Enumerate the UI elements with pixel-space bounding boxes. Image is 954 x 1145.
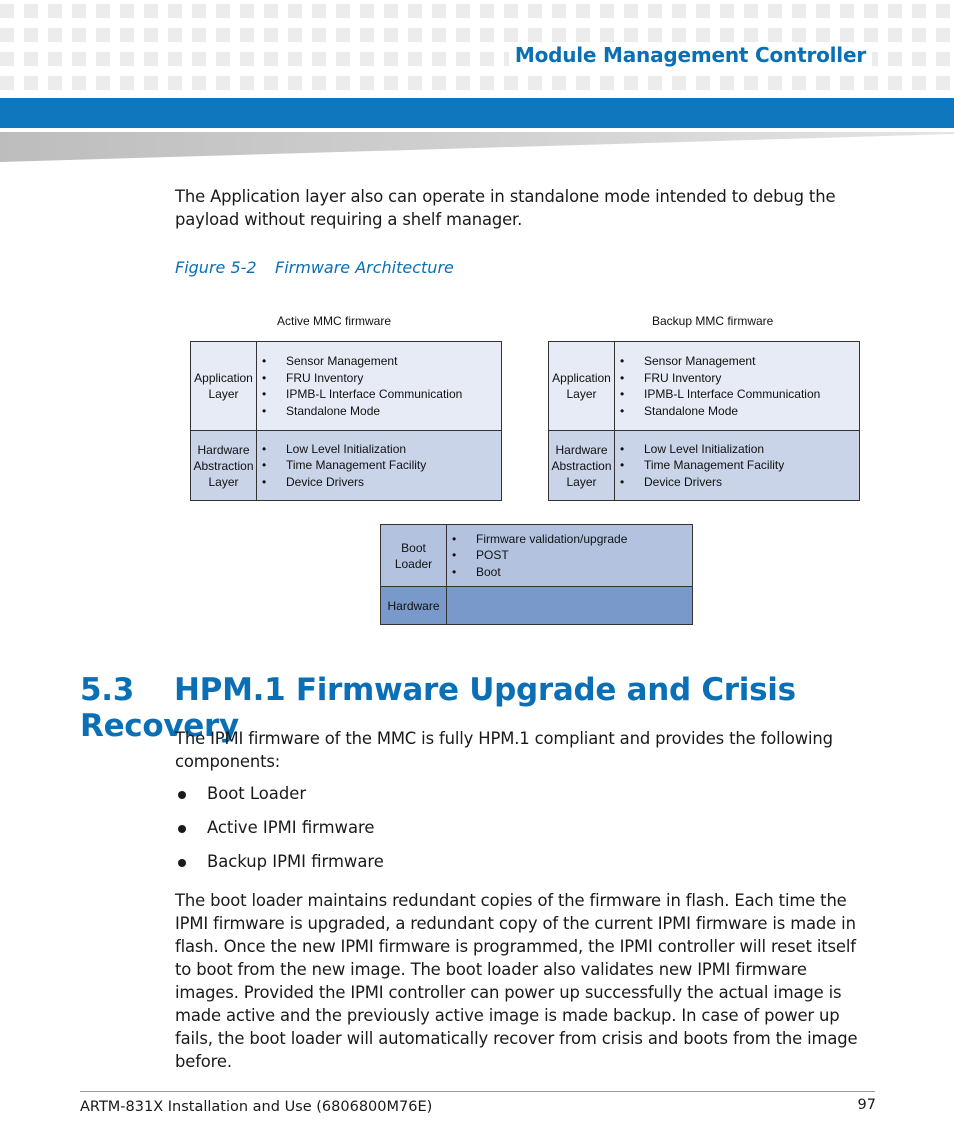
pattern-square (360, 52, 374, 66)
pattern-square (216, 28, 230, 42)
pattern-square (240, 28, 254, 42)
boot-loader-label: Boot Loader (381, 525, 447, 586)
pattern-square (120, 4, 134, 18)
pattern-square (888, 76, 902, 90)
pattern-square (96, 4, 110, 18)
list-item: • Standalone Mode (616, 403, 859, 420)
pattern-square (816, 28, 830, 42)
hal-label: Hardware Abstraction Layer (549, 431, 615, 500)
pattern-square (672, 76, 686, 90)
pattern-square (24, 28, 38, 42)
pattern-square (936, 76, 950, 90)
pattern-square (696, 76, 710, 90)
pattern-square (600, 4, 614, 18)
pattern-square (480, 4, 494, 18)
section-title: HPM.1 Firmware Upgrade and Crisis Recovery (80, 672, 796, 744)
header-gray-wedge (0, 128, 954, 164)
pattern-square (312, 4, 326, 18)
pattern-square (288, 28, 302, 42)
pattern-square (0, 52, 14, 66)
pattern-square (720, 76, 734, 90)
pattern-square (360, 28, 374, 42)
pattern-square (576, 4, 590, 18)
pattern-square (624, 4, 638, 18)
pattern-square (264, 4, 278, 18)
pattern-square (480, 52, 494, 66)
pattern-square (408, 28, 422, 42)
pattern-square (696, 28, 710, 42)
list-item: • Firmware validation/upgrade (448, 531, 692, 548)
pattern-square (408, 76, 422, 90)
hardware-label: Hardware (381, 587, 447, 624)
pattern-square (336, 4, 350, 18)
active-firmware-box (190, 341, 502, 501)
pattern-square (816, 4, 830, 18)
list-item: • IPMB-L Interface Communication (616, 386, 859, 403)
list-item: • FRU Inventory (616, 370, 859, 387)
pattern-square (504, 76, 518, 90)
list-item: Backup IPMI firmware (175, 851, 384, 885)
pattern-square (288, 4, 302, 18)
pattern-square (240, 4, 254, 18)
pattern-square (312, 76, 326, 90)
list-item: • Low Level Initialization (616, 441, 859, 458)
pattern-square (360, 76, 374, 90)
pattern-square (480, 28, 494, 42)
pattern-square (336, 28, 350, 42)
pattern-square (72, 28, 86, 42)
pattern-square (96, 52, 110, 66)
pattern-square (624, 76, 638, 90)
pattern-square (288, 76, 302, 90)
active-hal-layer (191, 431, 501, 500)
backup-firmware-label: Backup MMC firmware (652, 314, 774, 328)
pattern-square (48, 4, 62, 18)
pattern-square (336, 76, 350, 90)
pattern-square (624, 28, 638, 42)
pattern-square (528, 76, 542, 90)
pattern-square (408, 4, 422, 18)
list-item: • Sensor Management (616, 353, 859, 370)
pattern-square (912, 4, 926, 18)
pattern-square (720, 28, 734, 42)
pattern-square (264, 52, 278, 66)
pattern-square (0, 28, 14, 42)
backup-hal-layer (549, 431, 859, 500)
pattern-square (120, 52, 134, 66)
pattern-square (720, 4, 734, 18)
pattern-square (552, 76, 566, 90)
pattern-square (456, 52, 470, 66)
pattern-square (528, 28, 542, 42)
pattern-square (648, 4, 662, 18)
list-item: • Time Management Facility (258, 457, 501, 474)
pattern-square (96, 28, 110, 42)
footer-doc-title: ARTM-831X Installation and Use (6806800M76E) (80, 1099, 433, 1115)
pattern-square (48, 76, 62, 90)
pattern-square (192, 52, 206, 66)
list-item: • POST (448, 547, 692, 564)
pattern-square (600, 28, 614, 42)
pattern-square (504, 28, 518, 42)
section-body: The boot loader maintains redundant copies of the firmware in flash. Each time the IPMI firmware is upgraded, a redundant copy of the current IPMI firmware is made in flash. Once the new IPMI firmware is programmed, the IPMI controller will reset itself to boot from the new image. The boot loader also validates new IPMI firmware images. Provided the IPMI controller can power up successfully the actual image is made active and the previously active image is made backup. In case of power up fails, the boot loader will automatically recover from crisis and boots from the image before. (175, 891, 858, 1071)
pattern-square (24, 52, 38, 66)
pattern-square (888, 52, 902, 66)
figure-number: Figure 5-2 (175, 258, 257, 277)
pattern-square (408, 52, 422, 66)
pattern-square (792, 28, 806, 42)
pattern-square (264, 76, 278, 90)
list-item: Active IPMI firmware (175, 817, 384, 851)
pattern-square (744, 76, 758, 90)
pattern-square (912, 76, 926, 90)
pattern-square (936, 28, 950, 42)
pattern-square (552, 28, 566, 42)
section-number: 5.3 (80, 672, 135, 708)
pattern-square (648, 76, 662, 90)
backup-application-layer (549, 342, 859, 431)
header-blue-bar (0, 98, 954, 128)
pattern-square (768, 28, 782, 42)
pattern-square (96, 76, 110, 90)
pattern-square (744, 28, 758, 42)
pattern-square (240, 52, 254, 66)
component-list (175, 783, 384, 885)
footer-divider (80, 1091, 875, 1092)
pattern-square (168, 52, 182, 66)
list-item: • Device Drivers (616, 474, 859, 491)
pattern-square (264, 28, 278, 42)
backup-firmware-box (548, 341, 860, 501)
pattern-square (72, 52, 86, 66)
figure-title: Firmware Architecture (275, 258, 454, 277)
pattern-square (864, 28, 878, 42)
pattern-square (144, 52, 158, 66)
pattern-square (72, 4, 86, 18)
pattern-square (0, 4, 14, 18)
pattern-square (600, 76, 614, 90)
pattern-square (336, 52, 350, 66)
pattern-square (888, 4, 902, 18)
pattern-square (72, 76, 86, 90)
pattern-square (456, 28, 470, 42)
application-layer-label: Application Layer (191, 342, 257, 430)
pattern-square (48, 52, 62, 66)
pattern-square (216, 76, 230, 90)
pattern-square (912, 28, 926, 42)
pattern-square (384, 52, 398, 66)
page-number: 97 (857, 1097, 876, 1113)
pattern-square (648, 28, 662, 42)
pattern-square (192, 4, 206, 18)
boot-hardware-box (380, 524, 693, 625)
pattern-square (696, 4, 710, 18)
intro-paragraph: The Application layer also can operate in standalone mode intended to debug the payload without requiring a shelf manager. (175, 187, 836, 229)
pattern-square (792, 76, 806, 90)
list-item: Boot Loader (175, 783, 384, 817)
pattern-square (384, 4, 398, 18)
pattern-square (792, 4, 806, 18)
pattern-square (528, 4, 542, 18)
section-intro: The IPMI firmware of the MMC is fully HPM.1 compliant and provides the following components: (175, 729, 833, 771)
pattern-square (576, 76, 590, 90)
pattern-square (864, 76, 878, 90)
boot-loader-layer (381, 525, 692, 587)
pattern-square (168, 28, 182, 42)
pattern-square (840, 4, 854, 18)
pattern-square (432, 76, 446, 90)
list-item: • IPMB-L Interface Communication (258, 386, 501, 403)
list-item: • Time Management Facility (616, 457, 859, 474)
pattern-square (576, 28, 590, 42)
pattern-square (816, 76, 830, 90)
pattern-square (144, 76, 158, 90)
pattern-square (312, 28, 326, 42)
pattern-square (480, 76, 494, 90)
figure-caption (175, 258, 454, 277)
pattern-square (864, 4, 878, 18)
pattern-square (768, 4, 782, 18)
active-application-layer (191, 342, 501, 431)
active-firmware-label: Active MMC firmware (277, 314, 392, 328)
pattern-square (768, 76, 782, 90)
pattern-square (144, 28, 158, 42)
pattern-square (24, 76, 38, 90)
pattern-square (120, 76, 134, 90)
list-item: • Sensor Management (258, 353, 501, 370)
pattern-square (504, 4, 518, 18)
pattern-square (168, 76, 182, 90)
pattern-square (840, 76, 854, 90)
header-title: Module Management Controller (509, 43, 872, 67)
pattern-square (456, 4, 470, 18)
list-item: • Boot (448, 564, 692, 581)
list-item: • FRU Inventory (258, 370, 501, 387)
pattern-square (48, 28, 62, 42)
pattern-square (552, 4, 566, 18)
pattern-square (384, 28, 398, 42)
pattern-square (432, 52, 446, 66)
pattern-square (840, 28, 854, 42)
pattern-square (744, 4, 758, 18)
application-layer-label: Application Layer (549, 342, 615, 430)
list-item: • Low Level Initialization (258, 441, 501, 458)
pattern-square (912, 52, 926, 66)
pattern-square (0, 76, 14, 90)
pattern-square (360, 4, 374, 18)
pattern-square (120, 28, 134, 42)
list-item: • Device Drivers (258, 474, 501, 491)
hardware-layer (381, 587, 692, 624)
pattern-square (936, 52, 950, 66)
list-item: • Standalone Mode (258, 403, 501, 420)
pattern-square (216, 4, 230, 18)
pattern-square (192, 76, 206, 90)
pattern-square (192, 28, 206, 42)
pattern-square (384, 76, 398, 90)
pattern-square (432, 28, 446, 42)
pattern-square (24, 4, 38, 18)
pattern-square (936, 4, 950, 18)
pattern-square (672, 4, 686, 18)
pattern-square (312, 52, 326, 66)
pattern-square (216, 52, 230, 66)
pattern-square (288, 52, 302, 66)
pattern-square (168, 4, 182, 18)
pattern-square (456, 76, 470, 90)
pattern-square (672, 28, 686, 42)
pattern-square (432, 4, 446, 18)
pattern-square (144, 4, 158, 18)
pattern-square (240, 76, 254, 90)
hal-label: Hardware Abstraction Layer (191, 431, 257, 500)
pattern-square (888, 28, 902, 42)
